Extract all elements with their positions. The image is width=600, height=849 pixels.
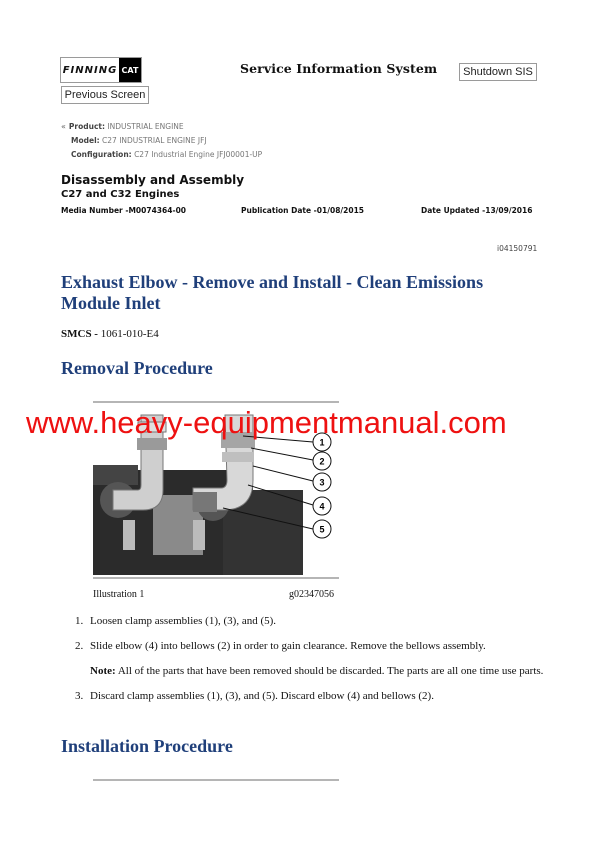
document-subtitle: C27 and C32 Engines: [61, 189, 180, 200]
step-item: [75, 689, 545, 703]
configuration-value: C27 Industrial Engine JFJ00001-UP: [134, 150, 263, 159]
date-updated: Date Updated -13/09/2016: [421, 206, 533, 215]
media-number: Media Number -M0074364-00: [61, 206, 187, 215]
note-text: All of the parts that have been removed should be discarded. The parts are all one time use parts.: [117, 665, 544, 677]
finning-cat-logo: [60, 57, 142, 83]
smcs-value: 1061-010-E4: [100, 328, 159, 340]
system-title: Service Information System: [240, 61, 438, 76]
previous-screen-button[interactable]: Previous Screen: [61, 86, 149, 104]
product-row: [61, 120, 262, 134]
svg-text:5: 5: [319, 524, 325, 535]
illustration-bottom-rule: [93, 577, 339, 579]
watermark-text: www.heavy-equipmentmanual.com: [26, 405, 507, 440]
svg-text:3: 3: [319, 477, 325, 488]
article-heading: Exhaust Elbow - Remove and Install - Clean Emissions Module Inlet: [61, 272, 484, 313]
cat-logo-badge: CAT: [119, 58, 141, 82]
collapse-chevron-icon[interactable]: «: [61, 122, 66, 131]
svg-text:4: 4: [319, 501, 325, 512]
smcs-label: SMCS -: [61, 328, 98, 340]
note-label: Note:: [90, 665, 116, 677]
step-item: [75, 614, 545, 628]
note: [75, 664, 545, 678]
step-number: 3.: [75, 690, 84, 702]
product-info: [61, 120, 262, 162]
svg-text:1: 1: [319, 437, 325, 448]
product-value: INDUSTRIAL ENGINE: [107, 122, 184, 131]
configuration-row: [61, 148, 262, 162]
step-text: Discard clamp assemblies (1), (3), and (5). Discard elbow (4) and bellows (2).: [90, 690, 434, 702]
step-item: [75, 639, 545, 653]
step-number: 2.: [75, 640, 84, 652]
reference-id: i04150791: [497, 244, 538, 253]
step-text: Slide elbow (4) into bellows (2) in order to gain clearance. Remove the bellows assembly.: [90, 640, 486, 652]
illustration-caption: Illustration 1: [93, 589, 145, 600]
model-row: [61, 134, 262, 148]
svg-text:2: 2: [319, 456, 325, 467]
shutdown-sis-button[interactable]: Shutdown SIS: [459, 63, 537, 81]
model-value: C27 INDUSTRIAL ENGINE JFJ: [102, 136, 207, 145]
document-title: Disassembly and Assembly: [61, 173, 245, 187]
removal-steps-list: [75, 614, 545, 714]
illustration-top-rule: [93, 401, 339, 403]
smcs-code: [61, 328, 159, 340]
configuration-label: Configuration:: [71, 150, 132, 159]
installation-rule: [93, 779, 339, 781]
publication-date: Publication Date -01/08/2015: [241, 206, 365, 215]
graphic-id: g02347056: [289, 589, 334, 600]
removal-procedure-heading: Removal Procedure: [61, 358, 213, 378]
model-label: Model:: [71, 136, 100, 145]
finning-logo-text: FINNING: [62, 64, 118, 76]
product-label: Product:: [68, 122, 105, 131]
installation-procedure-heading: Installation Procedure: [61, 736, 233, 756]
step-number: 1.: [75, 615, 84, 627]
step-text: Loosen clamp assemblies (1), (3), and (5).: [90, 615, 277, 627]
